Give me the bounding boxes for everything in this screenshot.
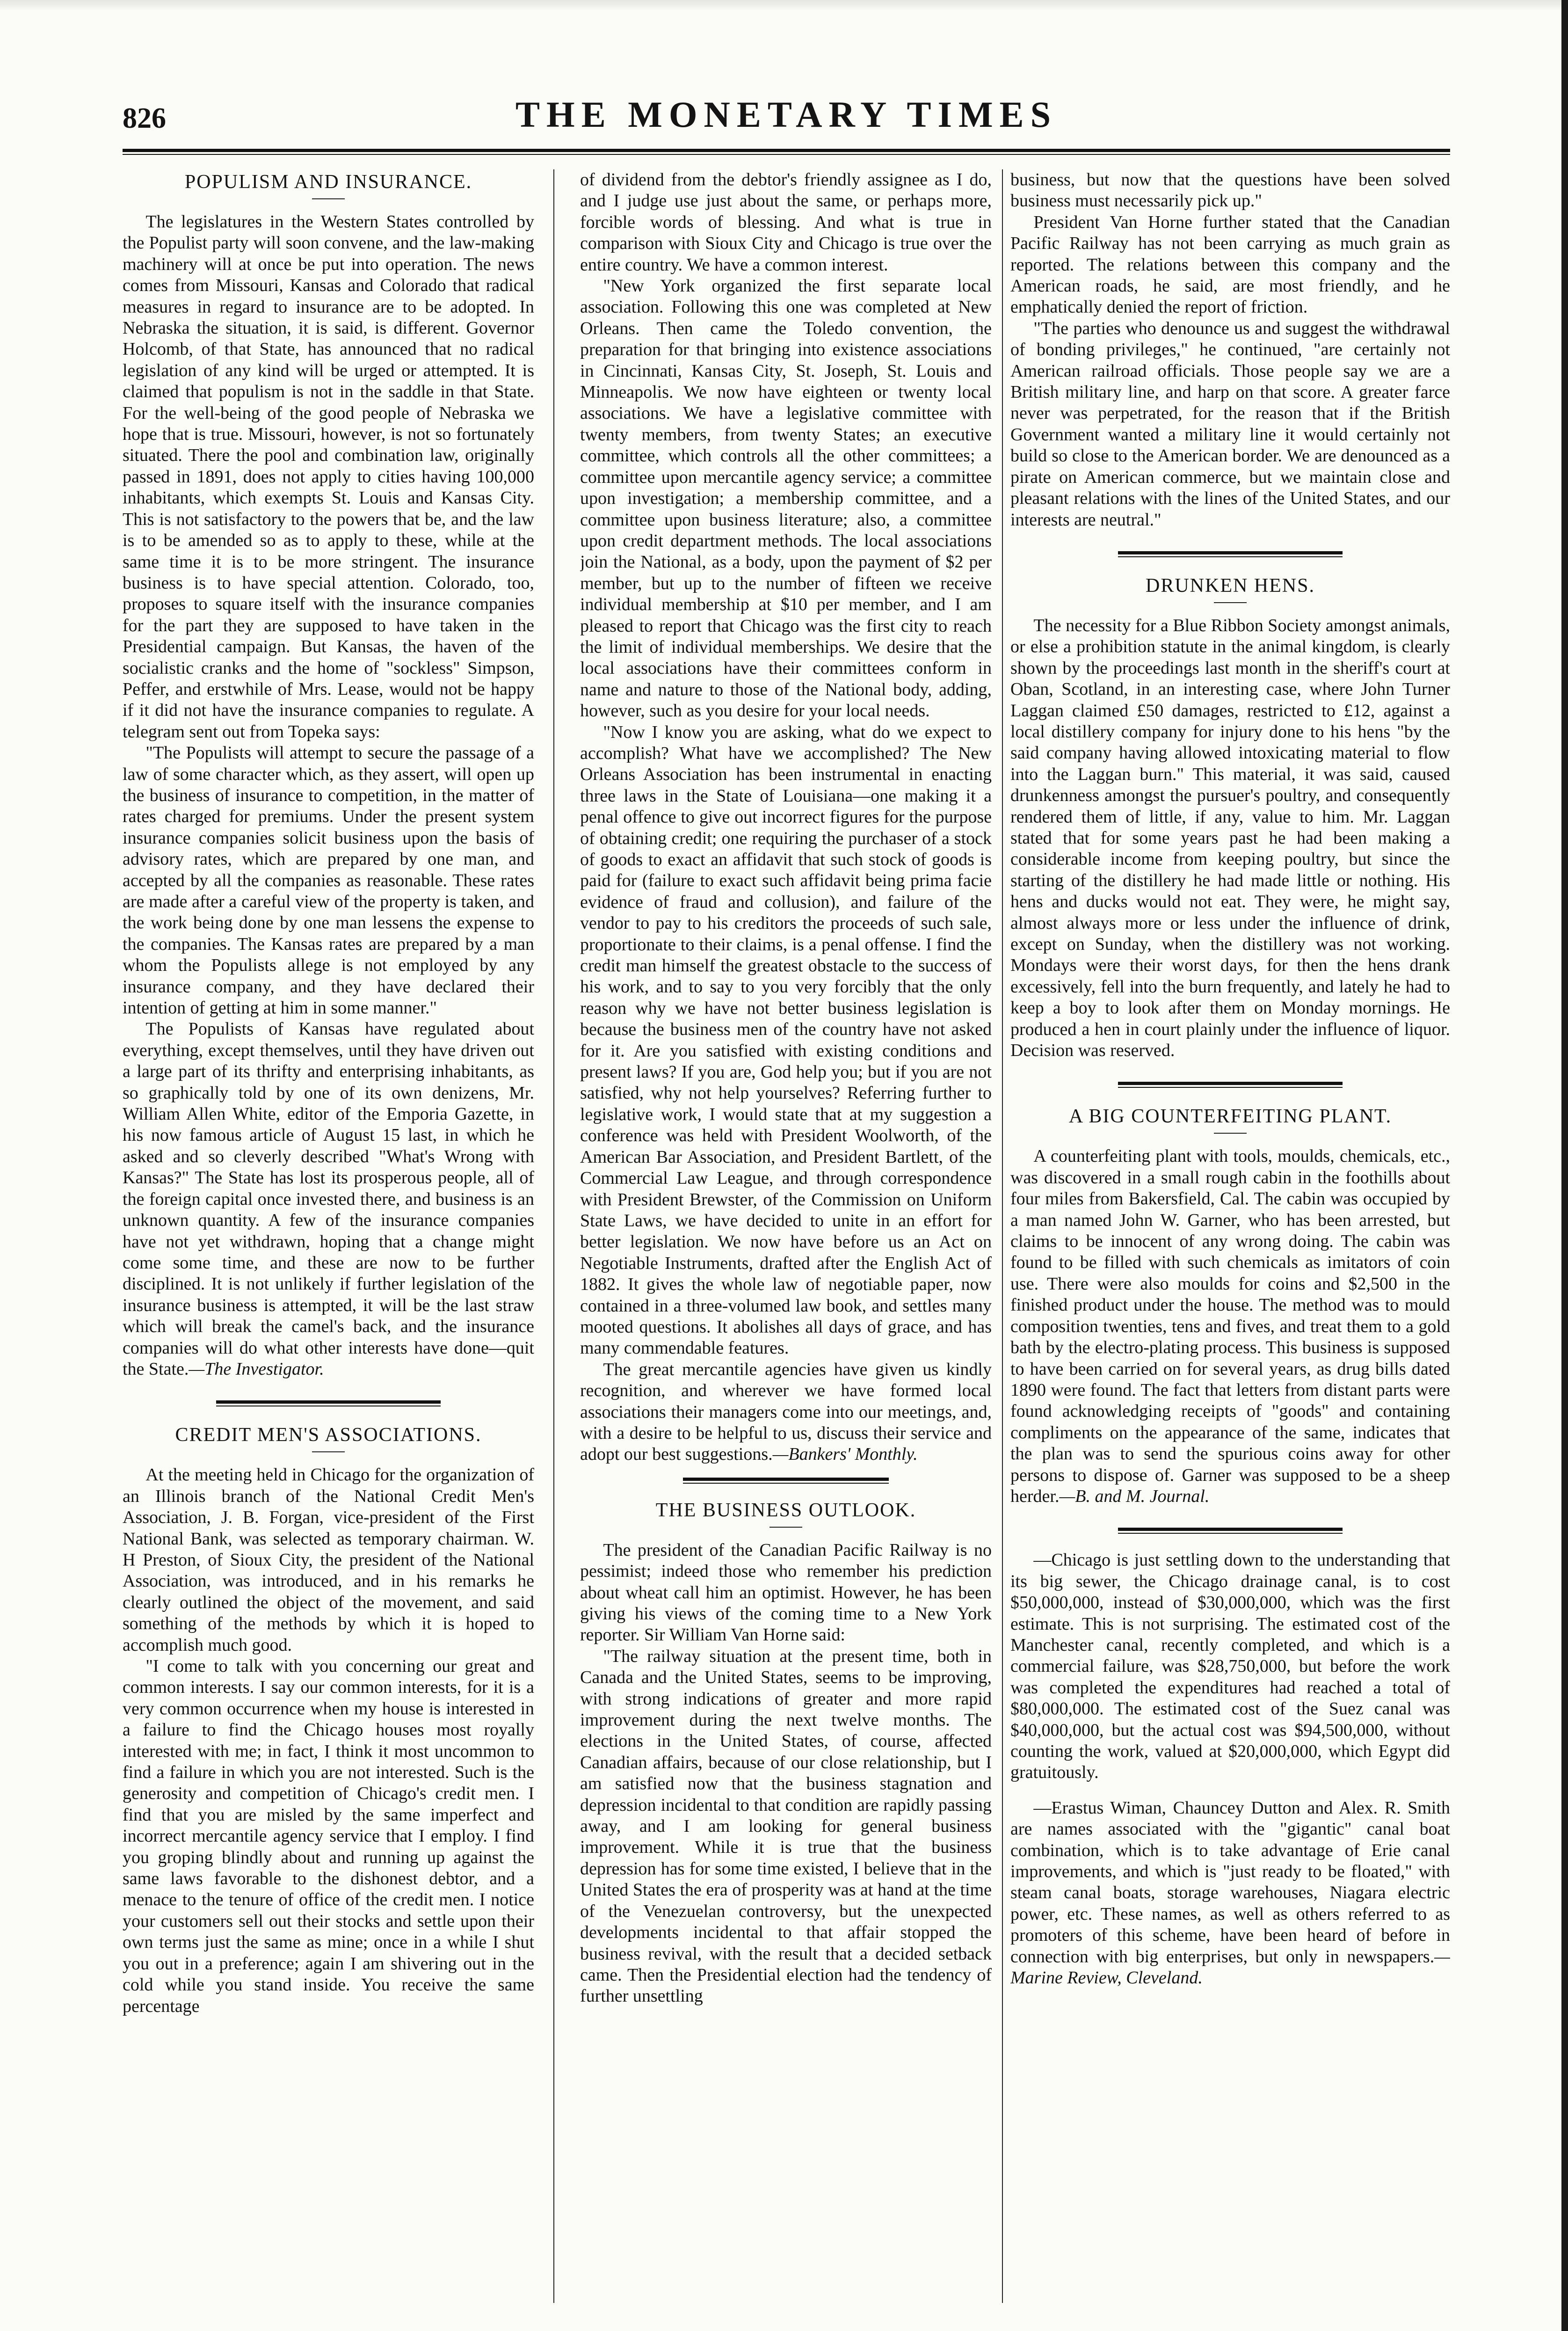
article-paragraph: "Now I know you are asking, what do we expect to accomplish? What have we accomplished? The New Orleans Association has been instrumental in enacting three laws in the State of Louisiana—one making it a penal offence to give out incorrect figures for the purpose of obtaining credit; one requiring the purchaser of a stock of goods to exact an affidavit that such stock of goods is paid for (failure to exact such affidavit being prima facie evidence of fraud and collusion), and failure of the vendor to pay to his creditors the proceeds of such sale, proportionate to their claims, is a penal offense. I find the credit man himself the greatest obstacle to the success of his work, and to say to you very forcibly that the only reason why we have not better business legislation is because the business men of the country have not asked for it. Are you satisfied with existing conditions and present laws? If you are, God help you; but if you are not satisfied, why not help yourselves? Referring further to legislative work, I would state that at my suggestion a conference was held with President Woolworth, of the American Bar Association, and President Bartlett, of the Commercial Law League, and through correspondence with President Brewster, of the Commission on Uniform State Laws, we have decided to unite in an effort for better legislation. We now have before us an Act on Negotiable Instruments, drafted after the English Act of 1882. It gives the whole law of negotiable paper, now contained in a three-volumed law book, and settles many mooted questions. It abolishes all days of grace, and has many commendable features. <box>580 722 992 1358</box>
news-notes <box>1010 1550 1450 1989</box>
column-rule <box>553 169 554 2303</box>
column-2 <box>580 169 992 2312</box>
article-title-drunken-hens: DRUNKEN HENS. <box>1146 575 1315 597</box>
article-paragraph: "The railway situation at the present time, both in Canada and the United States, seems to be improving, with strong indications of greater and more rapid improvement during the next twelve months. The elections in the United States, of course, affected Canadian affairs, because of our close relationship, but I am satisfied now that the business stagnation and depression incidental to that condition are rapidly passing away, and I am looking for general business improvement. While it is true that the business depression has for some time existed, I believe that in the United States the era of prosperity was at hand at the time of the Venezuelan controversy, but the unexpected developments incidental to that affair stopped the business revival, with the result that a decided setback came. Then the Presidential election had the tendency of further unsettling <box>580 1646 992 2006</box>
paragraph-text: —Erastus Wiman, Chauncey Dutton and Alex. R. Smith are names associated with the "gigantic" canal boat combination, which is to take advantage of Erie canal improvements, and which is "just ready to be floated," with steam canal boats, storage warehouses, Niagara electric power, etc. These names, as well as others referred to as promoters of this scheme, have been heard of before in connection with big enterprises, but only in newspapers. <box>1010 1798 1450 1967</box>
paragraph-text: A counterfeiting plant with tools, moulds, chemicals, etc., was discovered in a small rough cabin in the foothills about four miles from Bakersfield, Cal. The cabin was occupied by a man named John W. Garner, who has been arrested, but claims to be innocent of any wrong doing. The cabin was found to be filled with such chemicals as imitators of coin use. There were also moulds for coins and $2,500 in the finished product under the house. The method was to mould composition twenties, tens and fives, and treat them to a gold bath by the electro-plating process. This business is supposed to have been carried on for several years, as drug bills dated 1890 were found. The fact that letters from distant parts were found acknowledging receipts of "goods" and containing compliments on the appearance of the same, indicates that the plan was to send the spurious coins away for other persons to dispose of. Garner was supposed to be a sheep herder. <box>1010 1146 1450 1506</box>
note-spacer <box>1010 1784 1450 1798</box>
article-paragraph <box>123 1019 534 1380</box>
article-paragraph: of dividend from the debtor's friendly assignee as I do, and I judge use just about the same, or perhaps more, forcible words of blessing. And what is true in comparison with Sioux City and Chicago is true over the entire country. We have a common interest. <box>580 170 992 275</box>
article-paragraph: President Van Horne further stated that the Canadian Pacific Railway has not been carrying as much grain as reported. The relations between this company and the American roads, he said, are most friendly, and he emphatically denied the report of friction. <box>1010 212 1450 317</box>
column-1 <box>123 169 534 2312</box>
section-divider <box>683 1478 889 1484</box>
article-paragraph: At the meeting held in Chicago for the organization of an Illinois branch of the National Credit Men's Association, J. B. Forgan, vice-president of the First National Bank, was selected as temporary chairman. W. H Preston, of Sioux City, the president of the National Association, was introduced, and in his remarks he clearly outlined the object of the movement, and said something of the methods by which it is hoped to accomplish much good. <box>123 1465 534 1655</box>
title-dash <box>1214 1133 1247 1134</box>
article-paragraph <box>580 1359 992 1465</box>
article-paragraph: "The parties who denounce us and suggest the withdrawal of bonding privileges," he continued, "are certainly not American railroad officials. Those people say we are a British military line, and harp on that score. A greater farce never was perpetrated, for the reason that if the British Government wanted a military line it would certainly not build so close to the American border. We are denounced as a pirate on American commerce, but we maintain close and pleasant relations with the lines of the United States, and our interests are neutral." <box>1010 318 1450 530</box>
article-source: —Marine Review, Cleveland. <box>1010 1946 1450 1988</box>
article-paragraph: The president of the Canadian Pacific Railway is no pessimist; indeed those who remember his prediction about wheat call him an optimist. However, he has been giving his views of the coming time to a New York reporter. Sir William Van Horne said: <box>580 1540 992 1645</box>
section-divider <box>1118 1528 1343 1534</box>
section-divider <box>216 1400 441 1406</box>
article-paragraph <box>1010 1146 1450 1507</box>
article-source: —Bankers' Monthly. <box>772 1444 918 1464</box>
article-source: —The Investigator. <box>189 1359 324 1379</box>
title-dash <box>769 1527 802 1528</box>
title-dash <box>312 198 345 199</box>
section-divider <box>1118 551 1343 557</box>
page-number: 826 <box>123 102 166 134</box>
news-note: —Chicago is just settling down to the understanding that its big sewer, the Chicago drainage canal, is to cost $50,000,000, instead of $30,000,000, which was the first estimate. This is not surprising. The estimated cost of the Manchester canal, recently completed, and which is a commercial failure, was $28,750,000, but before the work was completed the expenditures had reached a total of $80,000,000. The estimated cost of the Suez canal was $40,000,000, but the actual cost was $94,500,000, without counting the work, valued at $20,000,000, which Egypt did gratuitously. <box>1010 1550 1450 1783</box>
column-rule <box>1002 169 1003 2303</box>
article-paragraph: The necessity for a Blue Ribbon Society amongst animals, or else a prohibition statute in the animal kingdom, is clearly shown by the proceedings last month in the sheriff's court at Oban, Scotland, in an interesting case, where John Turner Laggan claimed £50 damages, restricted to £12, against a local distillery company for injury done to his hens "by the said company having allowed intoxicating material to flow into the Laggan burn." This material, it was said, caused drunkenness amongst the pursuer's poultry, and consequently rendered them of little, if any, value to him. Mr. Laggan stated that for some years past he had been making a considerable income from keeping poultry, but since the starting of the distillery he had made little or nothing. His hens and ducks would not eat. They were, he might say, almost always more or less under the influence of drink, except on Sunday, when the distillery was not working. Mondays were their worst days, for then the hens drank excessively, fell into the burn frequently, and lately he had to keep a boy to look after them on Monday mornings. He produced a hen in court plainly under the influence of liquor. Decision was reserved. <box>1010 615 1450 1061</box>
page-header <box>123 94 1450 150</box>
paragraph-text: The Populists of Kansas have regulated about everything, except themselves, until they have driven out a large part of its thrifty and enterprising inhabitants, as so graphically told by one of its own denizens, Mr. William Allen White, editor of the Emporia Gazette, in his now famous article of August 15 last, in which he asked and so cleverly described "What's Wrong with Kansas?" The State has lost its prosperous people, all of the foreign capital once invested there, and business is an unknown quantity. A few of the insurance companies have not yet withdrawn, hoping that a change might come some time, and these are now to be further disciplined. It is not unlikely if further legislation of the insurance business is attempted, it will be the last straw which will break the camel's back, and the insurance companies will do what other interests have done—quit the State. <box>123 1019 534 1379</box>
page-right-edge <box>1561 0 1568 2331</box>
column-3 <box>1010 169 1450 2312</box>
title-dash <box>1214 602 1247 603</box>
article-paragraph: "New York organized the first separate local association. Following this one was completed at New Orleans. Then came the Toledo convention, the preparation for that bringing into existence associations in Cincinnati, Kansas City, St. Joseph, St. Louis and Minneapolis. We now have eighteen or twenty local associations. We have a legislative committee with twenty members, from twenty States; an executive committee, which controls all the other committees; a committee upon mercantile agency service; a committee upon investigation; a membership committee, and a committee upon business literature; also, a committee upon credit department methods. The local associations join the National, as a body, upon the payment of $2 per member, but up to the number of fifteen we receive individual membership at $10 per member, and I am pleased to report that Chicago was the first city to reach the limit of individual memberships. We desire that the local associations have their committees conform in name and nature to those of the National body, adding, however, such as you desire for your local needs. <box>580 276 992 721</box>
article-title-credit-men: CREDIT MEN'S ASSOCIATIONS. <box>175 1424 482 1446</box>
article-title-populism: POPULISM AND INSURANCE. <box>184 171 472 193</box>
article-paragraph: The legislatures in the Western States controlled by the Populist party will soon convene, and the law-making machinery will at once be put into operation. The news comes from Missouri, Kansas and Colorado that radical measures in regard to insurance are to be adopted. In Nebraska the situation, it is said, is different. Governor Holcomb, of that State, has announced that no radical legislation of any kind will be urged or attempted. It is claimed that populism is not in the saddle in that State. For the well-being of the good people of Nebraska we hope that is true. Missouri, however, is not so fortunately situated. There the pool and combination law, originally passed in 1891, does not apply to cities having 100,000 inhabitants, which exempts St. Louis and Kansas City. This is not satisfactory to the powers that be, and the law is to be amended so as to apply to these, while at the same time it is to be more stringent. The insurance business is to have special attention. Colorado, too, proposes to square itself with the insurance companies for the part they are supposed to have taken in the Presidential campaign. But Kansas, the haven of the socialistic cranks and the home of "sockless" Simpson, Peffer, and erstwhile of Mrs. Lease, would not be happy if it did not have the insurance companies to regulate. A telegram sent out from Topeka says: <box>123 212 534 742</box>
section-divider <box>1118 1082 1343 1088</box>
article-source: —B. and M. Journal. <box>1059 1486 1210 1506</box>
article-paragraph: "The Populists will attempt to secure the passage of a law of some character which, as they assert, will open up the business of insurance to competition, in the matter of rates charged for premiums. Under the present system insurance companies solicit business upon the basis of advisory rates, which are prepared by one man, and accepted by all the companies as reasonable. These rates are made after a careful view of the property is taken, and the work being done by one man lessens the expense to the companies. The Kansas rates are prepared by a man whom the Populists allege is not employed by any insurance company, and they have declared their intention of getting at him in some manner." <box>123 743 534 1018</box>
title-dash <box>312 1451 345 1452</box>
article-paragraph: business, but now that the questions have been solved business must necessarily pick up." <box>1010 170 1450 211</box>
article-paragraph: "I come to talk with you concerning our great and common interests. I say our common interests, for it is a very common occurrence when my house is interested in a failure to find the Chicago houses most royally interested with me; in fact, I think it most uncommon to find a failure in which you are not interested. Such is the generosity and competition of Chicago's credit men. I find that you are misled by the same imperfect and incorrect mercantile agency service that I employ. I find you groping blindly about and running up against the same laws favorable to the dishonest debtor, and a menace to the tenure of office of the credit men. I notice your customers sell out their stocks and settle upon their own terms just the same as mine; once in a while I shut you out in a preference; again I am shivering out in the cold while you stand inside. You receive the same percentage <box>123 1656 534 2016</box>
page-top-edge <box>0 0 1568 11</box>
article-title-counterfeiting: A BIG COUNTERFEITING PLANT. <box>1068 1106 1392 1128</box>
paragraph-text: The great mercantile agencies have given us kindly recognition, and wherever we have formed local associations their managers come into our meetings, and, with a desire to be helpful to us, discuss their service and adopt our best suggestions. <box>580 1359 992 1464</box>
header-rule <box>123 149 1450 155</box>
masthead: THE MONETARY TIMES <box>515 94 1057 135</box>
article-title-business-outlook: THE BUSINESS OUTLOOK. <box>655 1499 916 1521</box>
news-note <box>1010 1798 1450 1989</box>
